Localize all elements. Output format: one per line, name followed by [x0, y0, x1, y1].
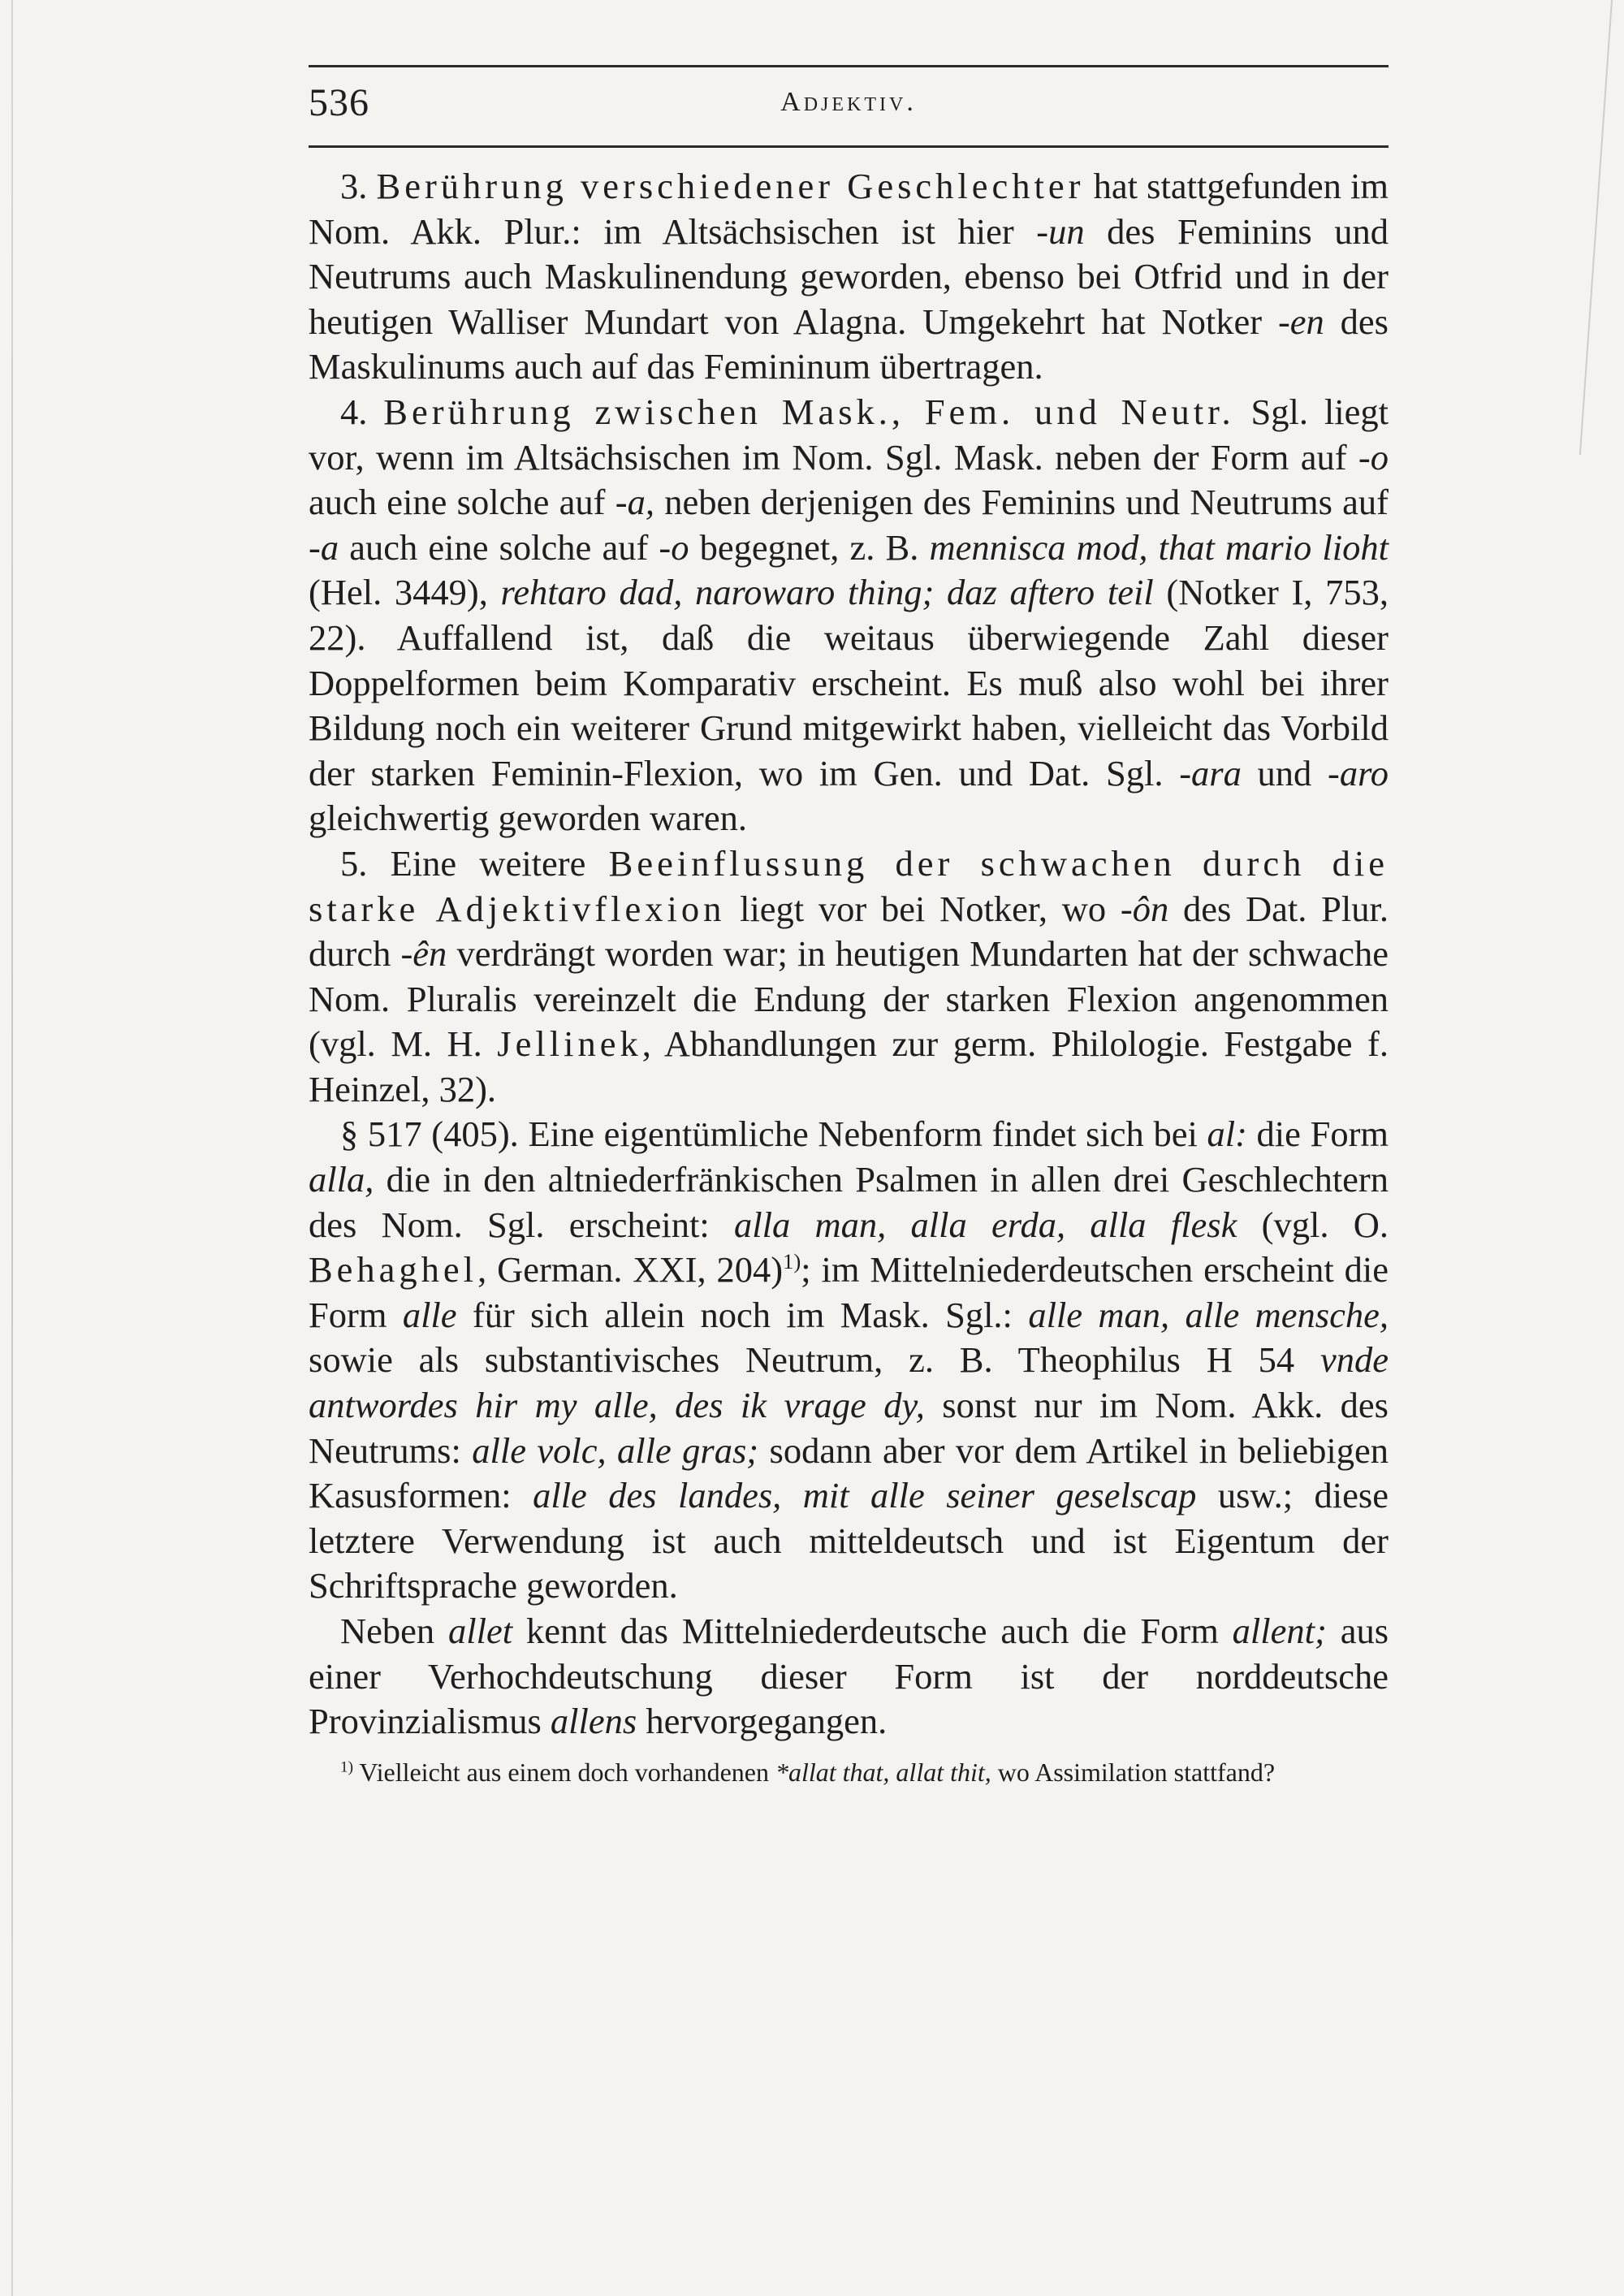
italic-form: alle volc, alle gras;: [472, 1429, 759, 1471]
spaced-author: Jellinek: [497, 1023, 642, 1065]
text-run: für sich allein noch im Mask. Sgl.:: [456, 1294, 1029, 1335]
italic-form: alla,: [309, 1159, 374, 1200]
text-run: sodann aber vor dem Artikel in beliebigen Kasusformen:: [309, 1429, 1389, 1516]
text-run: (vgl. O.: [1237, 1204, 1389, 1245]
page-header: [309, 65, 1389, 148]
text-run: kennt das Mittelniederdeutsche auch die Form: [512, 1611, 1233, 1651]
text-run: des Dat. Plur. durch: [309, 888, 1389, 975]
text-run: wo Assimilation stattfand?: [991, 1757, 1276, 1787]
text-run: auch eine solche auf: [309, 482, 615, 523]
text-run: auch eine solche auf: [339, 526, 659, 568]
text-run: , Abhandlungen zur germ. Philologie. Festgabe f. Heinzel, 32).: [309, 1023, 1389, 1109]
spaced-term: Berührung verschiedener Geschlechter: [376, 166, 1085, 206]
text-run: die Form: [1246, 1113, 1389, 1155]
italic-form: -un: [1036, 210, 1085, 252]
italic-form: -en: [1277, 301, 1324, 342]
text-run: begegnet, z. B.: [689, 526, 930, 568]
text-run: hervorgegangen.: [637, 1701, 888, 1742]
text-run: aus einer Verhochdeutschung dieser Form ist der norddeutsche Provinzialismus: [309, 1611, 1389, 1742]
text-run: liegt vor bei Notker, wo: [725, 888, 1121, 929]
text-run: die in den altniederfränkischen Psalmen in allen drei Geschlechtern des Nom. Sgl. erscheint:: [309, 1159, 1389, 1245]
italic-form: mennisca mod, that mario lioht: [929, 526, 1389, 568]
page-edge-left: [11, 0, 13, 2296]
text-run: des Feminins und Neutrums auch Maskulinendung geworden, ebenso bei Otfrid und in der heutigen Walliser Mundart von Alagna. Umgekehrt hat Notker: [309, 210, 1389, 342]
italic-form: alle man, alle mensche,: [1028, 1294, 1389, 1335]
text-run: Neben: [340, 1611, 448, 1651]
text-run: sowie als substantivisches Neutrum, z. B. Theophilus H 54: [309, 1339, 1320, 1381]
italic-form: -ara: [1179, 752, 1242, 793]
paragraph-number: 5.: [340, 842, 368, 884]
text-run: , German. XXI, 204): [477, 1249, 784, 1291]
italic-form: alla man, alla erda, alla flesk: [734, 1204, 1237, 1245]
italic-form: -a: [309, 526, 339, 568]
italic-form: alle: [402, 1294, 457, 1335]
italic-form: rehtaro dad, narowaro thing; daz aftero teil: [500, 572, 1154, 613]
italic-form: -ôn: [1120, 888, 1169, 929]
text-run: und: [1241, 752, 1328, 793]
spaced-author: Behaghel: [309, 1249, 478, 1291]
text-run: (Notker I, 753, 22). Auffallend ist, daß die weitaus überwiegende Zahl dieser Doppelformen beim Komparativ erscheint. Es muß also wohl bei ihrer Bildung noch ein weiterer Grund mitgewirkt haben, vielleicht das Vorbild der starken Feminin-Flexion, wo im Gen. und Dat. Sgl.: [309, 572, 1389, 793]
footnote-reference: 1): [783, 1249, 801, 1274]
paragraph-3: [309, 164, 1389, 390]
text-run: Vielleicht aus einem doch vorhandenen: [352, 1757, 775, 1787]
text-run: gleichwertig geworden waren.: [309, 798, 747, 839]
italic-form: -aro: [1328, 752, 1389, 793]
italic-form: al:: [1207, 1113, 1247, 1155]
paragraph-number: 3.: [340, 166, 368, 206]
spaced-term: Beeinflussung der schwachen durch die starke Adjektivflexion: [309, 842, 1389, 929]
text-run: neben derjenigen des Feminins und Neutrums auf: [654, 482, 1389, 523]
paragraph-5: [309, 841, 1389, 1113]
italic-form: -o: [659, 526, 689, 568]
footnote-mark: 1): [340, 1758, 353, 1776]
text-run: Sgl. liegt vor, wenn im Altsächsischen im Nom. Sgl. Mask. neben der Form auf: [309, 391, 1389, 478]
section-517: [309, 1112, 1389, 1609]
italic-form: allet: [448, 1611, 513, 1651]
italic-form: alle des landes, mit alle seiner geselscap: [533, 1475, 1197, 1516]
paragraph-4: [309, 390, 1389, 841]
italic-form: -o: [1358, 436, 1389, 478]
italic-form: -ên: [400, 933, 447, 975]
text-run: verdrängt worden war; in heutigen Mundarten hat der schwache Nom. Pluralis vereinzelt die Endung der starken Flexion angenommen (vgl. M. H.: [309, 933, 1389, 1065]
italic-form: vnde antwordes hir my alle, des ik vrage dy,: [309, 1339, 1389, 1426]
italic-form: allens: [550, 1701, 637, 1742]
page-number: 536: [309, 81, 369, 124]
text-run: hat stattgefunden im Nom. Akk. Plur.: im Altsächsischen ist hier: [309, 166, 1389, 252]
spaced-term: Berührung zwischen Mask., Fem. und Neutr.: [383, 391, 1235, 432]
paragraph-neben: [309, 1609, 1389, 1745]
page-edge-right: [1579, 0, 1624, 455]
text-run: ; im Mittelniederdeutschen erscheint die Form: [309, 1249, 1389, 1335]
text-run: sonst nur im Nom. Akk. des Neutrums:: [309, 1385, 1389, 1471]
section-heading: § 517 (405).: [340, 1113, 519, 1155]
footnote: [309, 1753, 1389, 1792]
running-head: Adjektiv.: [780, 87, 917, 117]
text-run: Eine eigentümliche Nebenform findet sich bei: [518, 1113, 1207, 1155]
text-run: (Hel. 3449),: [309, 572, 501, 613]
italic-form: -a,: [615, 482, 654, 523]
body-text: [309, 164, 1389, 1818]
italic-form: *allat that, allat thit,: [775, 1757, 991, 1787]
text-run: usw.; diese letztere Verwendung ist auch mitteldeutsch und ist Eigentum der Schriftsprache geworden.: [309, 1475, 1389, 1606]
text-run: Eine weitere: [367, 842, 609, 884]
italic-form: allent;: [1232, 1611, 1327, 1651]
paragraph-number: 4.: [340, 391, 368, 432]
text-run: des Maskulinums auch auf das Femininum übertragen.: [309, 301, 1389, 387]
